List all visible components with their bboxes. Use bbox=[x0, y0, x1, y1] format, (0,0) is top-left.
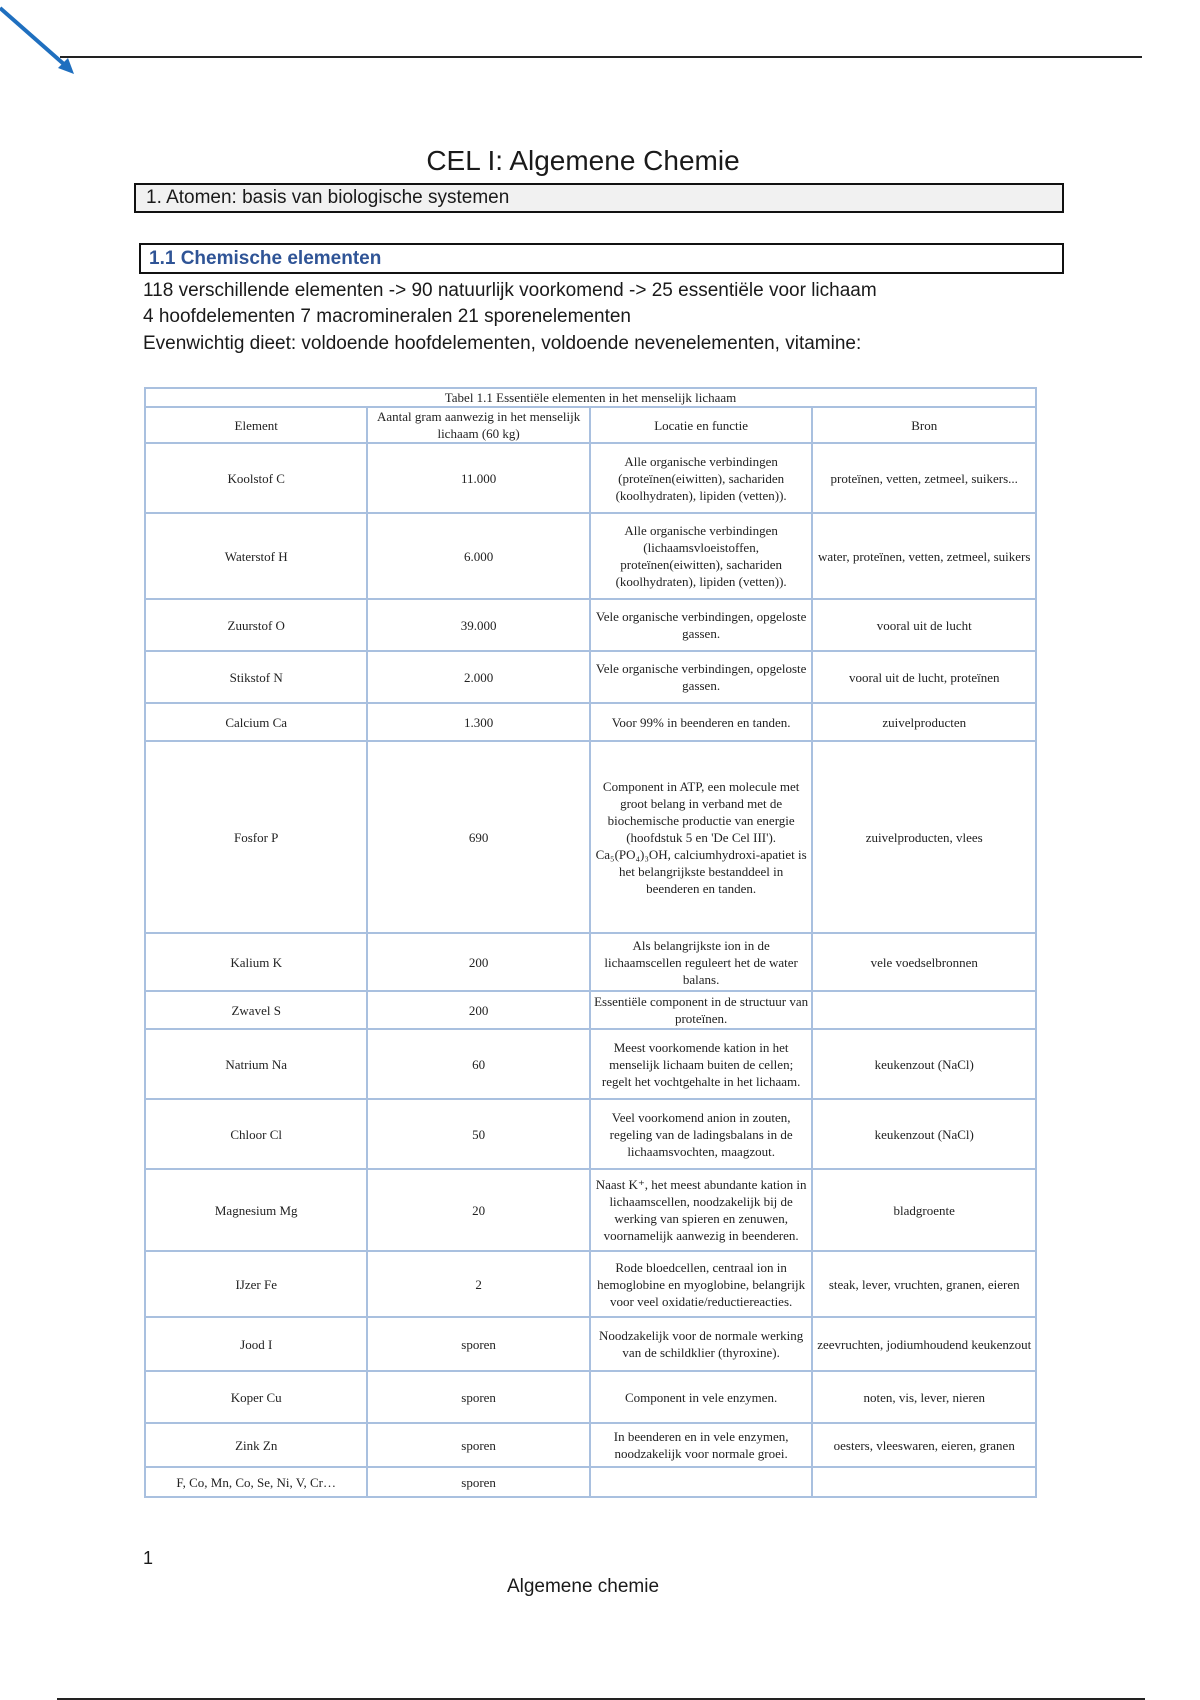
element-source: proteïnen, vetten, zetmeel, suikers... bbox=[812, 443, 1036, 513]
element-function: Vele organische verbindingen, opgeloste gassen. bbox=[590, 651, 813, 703]
element-source: zeevruchten, jodiumhoudend keukenzout bbox=[812, 1317, 1036, 1371]
element-name: Natrium Na bbox=[145, 1029, 367, 1099]
element-function: Meest voorkomende kation in het menselijk lichaam buiten de cellen; regelt het vochtgehalte in het lichaam. bbox=[590, 1029, 813, 1099]
table-row bbox=[145, 443, 1036, 513]
element-source: keukenzout (NaCl) bbox=[812, 1029, 1036, 1099]
element-name: Stikstof N bbox=[145, 651, 367, 703]
element-name: Kalium K bbox=[145, 933, 367, 991]
element-function: Essentiële component in de structuur van proteïnen. bbox=[590, 991, 813, 1029]
table-row bbox=[145, 1371, 1036, 1423]
element-function bbox=[590, 1467, 813, 1497]
header-rule bbox=[60, 56, 1142, 58]
paragraph-line-2: 4 hoofdelementen 7 macromineralen 21 sporenelementen bbox=[143, 306, 631, 327]
table-row bbox=[145, 1251, 1036, 1317]
header-source: Bron bbox=[812, 407, 1036, 443]
element-function: Alle organische verbindingen (lichaamsvloeistoffen, proteïnen(eiwitten), sachariden (koolhydraten), lipiden (vetten)). bbox=[590, 513, 813, 599]
elements-table bbox=[144, 387, 1037, 1498]
element-amount: sporen bbox=[367, 1317, 589, 1371]
element-source: bladgroente bbox=[812, 1169, 1036, 1251]
table-row bbox=[145, 1099, 1036, 1169]
element-name: Jood I bbox=[145, 1317, 367, 1371]
table-header-row bbox=[145, 407, 1036, 443]
element-source: keukenzout (NaCl) bbox=[812, 1099, 1036, 1169]
element-function: Alle organische verbindingen (proteïnen(eiwitten), sachariden (koolhydraten), lipiden (vetten)). bbox=[590, 443, 813, 513]
element-name: Magnesium Mg bbox=[145, 1169, 367, 1251]
element-amount: 1.300 bbox=[367, 703, 589, 741]
element-name: Koper Cu bbox=[145, 1371, 367, 1423]
header-function: Locatie en functie bbox=[590, 407, 813, 443]
table-row bbox=[145, 1169, 1036, 1251]
subsection-heading: 1.1 Chemische elementen bbox=[139, 243, 1064, 274]
element-name: IJzer Fe bbox=[145, 1251, 367, 1317]
element-amount: 11.000 bbox=[367, 443, 589, 513]
element-function: In beenderen en in vele enzymen, noodzakelijk voor normale groei. bbox=[590, 1423, 813, 1467]
table-row bbox=[145, 1029, 1036, 1099]
element-amount: 39.000 bbox=[367, 599, 589, 651]
table-row bbox=[145, 1423, 1036, 1467]
table-caption: Tabel 1.1 Essentiële elementen in het menselijk lichaam bbox=[145, 388, 1036, 407]
page-number: 1 bbox=[143, 1548, 154, 1568]
table-row bbox=[145, 1467, 1036, 1497]
element-function: Component in vele enzymen. bbox=[590, 1371, 813, 1423]
element-amount: 690 bbox=[367, 741, 589, 933]
table-row bbox=[145, 1317, 1036, 1371]
table-row bbox=[145, 599, 1036, 651]
element-function: Vele organische verbindingen, opgeloste gassen. bbox=[590, 599, 813, 651]
element-name: Zuurstof O bbox=[145, 599, 367, 651]
element-source: zuivelproducten, vlees bbox=[812, 741, 1036, 933]
element-source: vele voedselbronnen bbox=[812, 933, 1036, 991]
element-source bbox=[812, 1467, 1036, 1497]
element-function: Naast K⁺, het meest abundante kation in lichaamscellen, noodzakelijk bij de werking van spieren en zenuwen, voornamelijk aanwezig in beenderen. bbox=[590, 1169, 813, 1251]
element-amount: 60 bbox=[367, 1029, 589, 1099]
element-amount: sporen bbox=[367, 1371, 589, 1423]
table-row bbox=[145, 651, 1036, 703]
element-name: Koolstof C bbox=[145, 443, 367, 513]
element-amount: 6.000 bbox=[367, 513, 589, 599]
element-amount: 200 bbox=[367, 991, 589, 1029]
table-row bbox=[145, 703, 1036, 741]
element-function: Voor 99% in beenderen en tanden. bbox=[590, 703, 813, 741]
table-row bbox=[145, 991, 1036, 1029]
element-name: Chloor Cl bbox=[145, 1099, 367, 1169]
element-source: water, proteïnen, vetten, zetmeel, suikers bbox=[812, 513, 1036, 599]
element-function: Als belangrijkste ion in de lichaamscellen reguleert het de water balans. bbox=[590, 933, 813, 991]
header-element: Element bbox=[145, 407, 367, 443]
paragraph-line-1: 118 verschillende elementen -> 90 natuurlijk voorkomend -> 25 essentiële voor lichaam bbox=[143, 280, 877, 301]
element-source: noten, vis, lever, nieren bbox=[812, 1371, 1036, 1423]
element-amount: sporen bbox=[367, 1423, 589, 1467]
paragraph-line-3: Evenwichtig dieet: voldoende hoofdelementen, voldoende nevenelementen, vitamine: bbox=[143, 333, 862, 354]
element-amount: 20 bbox=[367, 1169, 589, 1251]
element-function: Rode bloedcellen, centraal ion in hemoglobine en myoglobine, belangrijk voor veel oxidatie/reductiereacties. bbox=[590, 1251, 813, 1317]
table-row bbox=[145, 513, 1036, 599]
element-amount: 2 bbox=[367, 1251, 589, 1317]
element-name: Calcium Ca bbox=[145, 703, 367, 741]
element-name: F, Co, Mn, Co, Se, Ni, V, Cr… bbox=[145, 1467, 367, 1497]
header-amount: Aantal gram aanwezig in het menselijk lichaam (60 kg) bbox=[367, 407, 589, 443]
element-source: oesters, vleeswaren, eieren, granen bbox=[812, 1423, 1036, 1467]
element-amount: 2.000 bbox=[367, 651, 589, 703]
element-function: Noodzakelijk voor de normale werking van de schildklier (thyroxine). bbox=[590, 1317, 813, 1371]
table-row bbox=[145, 741, 1036, 933]
element-amount: sporen bbox=[367, 1467, 589, 1497]
section-heading: 1. Atomen: basis van biologische systemen bbox=[134, 183, 1064, 213]
element-function: Component in ATP, een molecule met groot belang in verband met de biochemische productie van energie (hoofdstuk 5 en 'De Cel III'). Ca₅(PO₄)₃OH, calciumhydroxi-apatiet is het belangrijkste bestanddeel in beenderen en tanden. bbox=[590, 741, 813, 933]
element-name: Fosfor P bbox=[145, 741, 367, 933]
element-amount: 50 bbox=[367, 1099, 589, 1169]
element-source bbox=[812, 991, 1036, 1029]
element-amount: 200 bbox=[367, 933, 589, 991]
table-caption-row bbox=[145, 388, 1036, 407]
element-name: Zink Zn bbox=[145, 1423, 367, 1467]
element-function: Veel voorkomend anion in zouten, regeling van de ladingsbalans in de lichaamsvochten, maagzout. bbox=[590, 1099, 813, 1169]
element-source: vooral uit de lucht bbox=[812, 599, 1036, 651]
element-source: vooral uit de lucht, proteïnen bbox=[812, 651, 1036, 703]
corner-arrow-icon bbox=[0, 0, 80, 80]
element-source: steak, lever, vruchten, granen, eieren bbox=[812, 1251, 1036, 1317]
element-name: Zwavel S bbox=[145, 991, 367, 1029]
element-source: zuivelproducten bbox=[812, 703, 1036, 741]
table-row bbox=[145, 933, 1036, 991]
footer-text: Algemene chemie bbox=[506, 1576, 660, 1597]
element-name: Waterstof H bbox=[145, 513, 367, 599]
document-title: CEL I: Algemene Chemie bbox=[426, 145, 740, 176]
